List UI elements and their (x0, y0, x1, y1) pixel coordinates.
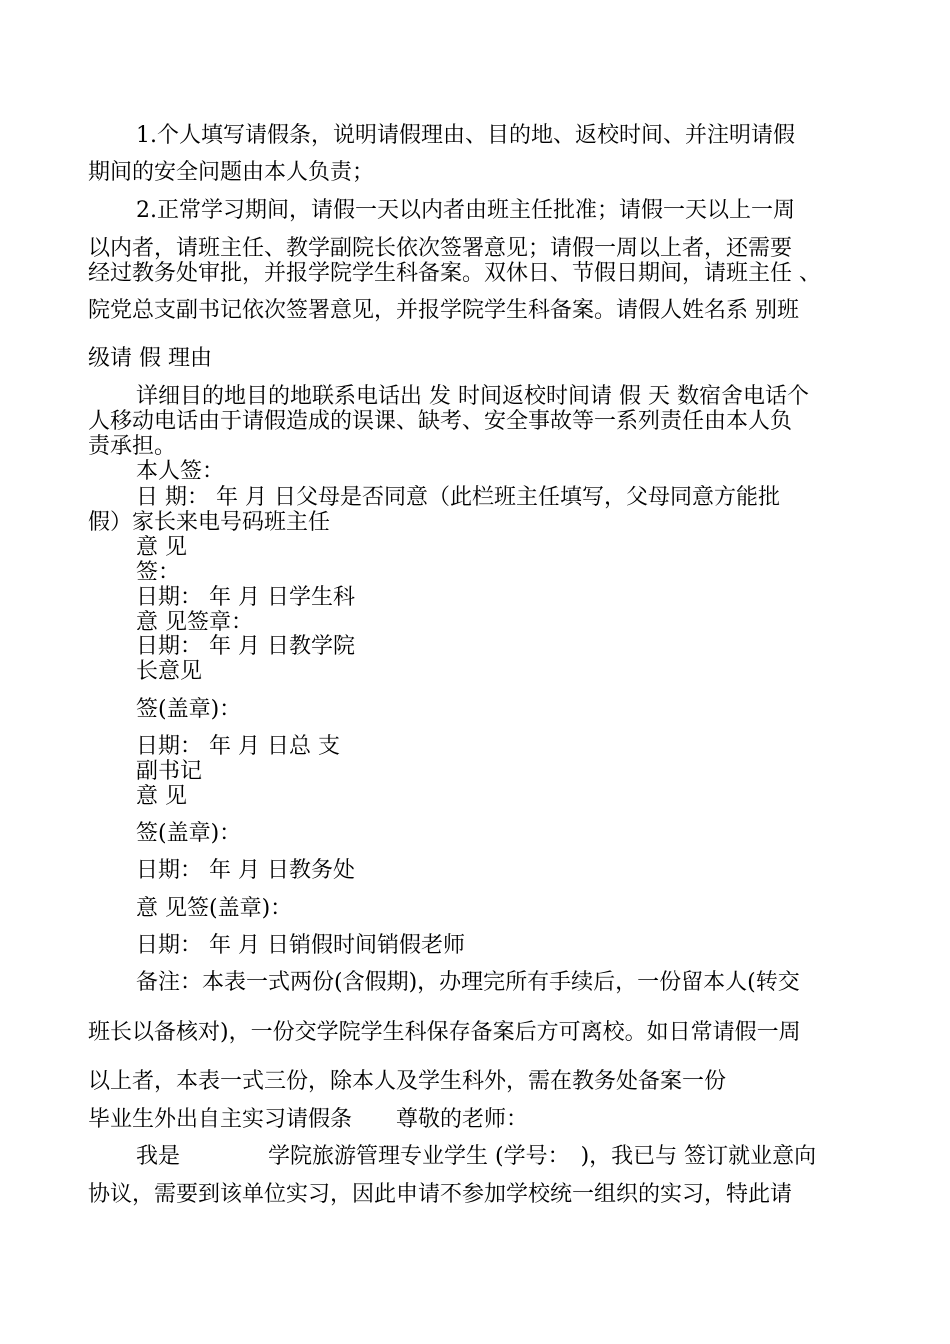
doc-line-31: 毕业生外出自主实习请假条 尊敬的老师： (88, 1107, 529, 1132)
doc-line-28: 备注：本表一式两份(含假期)，办理完所有手续后，一份留本人(转交 (136, 970, 800, 995)
doc-line-14: 意 见 (136, 535, 187, 560)
doc-line-30: 以上者，本表一式三份，除本人及学生科外，需在教务处备案一份 (88, 1069, 727, 1094)
doc-line-29: 班长以备核对)，一份交学院学生科保存备案后方可离校。如日常请假一周 (88, 1020, 801, 1045)
doc-line-21: 日期： 年 月 日总 支 (136, 734, 340, 759)
doc-line-18: 日期： 年 月 日教学院 (136, 634, 355, 659)
doc-line-6: 院党总支副书记依次签署意见，并报学院学生科备案。请假人姓名系 别班 (88, 298, 799, 323)
doc-line-27: 日期： 年 月 日销假时间销假老师 (136, 933, 465, 958)
doc-line-7: 级请 假 理由 (88, 346, 212, 371)
doc-line-19: 长意见 (136, 659, 203, 684)
doc-line-32: 我是 学院旅游管理专业学生 (学号： )，我已与 签订就业意向 (136, 1144, 817, 1169)
doc-line-20: 签(盖章)： (136, 697, 242, 722)
doc-line-10: 责承担。 (88, 434, 177, 459)
doc-line-8: 详细目的地目的地联系电话出 发 时间返校时间请 假 天 数宿舍电话个 (136, 384, 809, 409)
doc-line-25: 日期： 年 月 日教务处 (136, 858, 355, 883)
doc-line-24: 签(盖章)： (136, 821, 242, 846)
doc-line-13: 假）家长来电号码班主任 (88, 510, 331, 535)
doc-line-5: 经过教务处审批，并报学院学生科备案。双休日、节假日期间，请班主任 、 (88, 261, 821, 286)
doc-line-2: 期间的安全问题由本人负责； (88, 160, 375, 185)
doc-line-16: 日期： 年 月 日学生科 (136, 585, 355, 610)
doc-line-26: 意 见签(盖章)： (136, 896, 293, 921)
doc-line-9: 人移动电话由于请假造成的误课、缺考、安全事故等一系列责任由本人负 (88, 409, 793, 434)
doc-line-33: 协议，需要到该单位实习，因此申请不参加学校统一组织的实习，特此请 (88, 1182, 793, 1207)
doc-line-11: 本人签： (136, 459, 225, 484)
doc-line-4: 以内者，请班主任、教学副院长依次签署意见；请假一周以上者，还需要 (88, 236, 793, 261)
doc-line-15: 签： (136, 560, 181, 585)
doc-line-22: 副书记 (136, 759, 203, 784)
doc-line-23: 意 见 (136, 784, 187, 809)
doc-line-12: 日 期： 年 月 日父母是否同意（此栏班主任填写，父母同意方能批 (136, 485, 780, 510)
doc-line-17: 意 见签章： (136, 610, 253, 635)
doc-line-1: 1.个人填写请假条，说明请假理由、目的地、返校时间、并注明请假 (136, 123, 795, 148)
doc-line-3: 2.正常学习期间，请假一天以内者由班主任批准；请假一天以上一周 (136, 198, 795, 223)
